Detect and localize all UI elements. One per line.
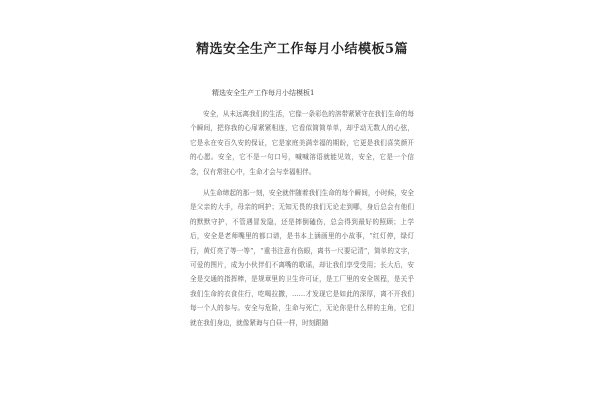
paragraph-1: 安全，从未远离我们的生活，它像一条彩色的溶带紧紧守在我们生命的每个瞬间，把你我的心扉紧紧相连，它看似简简单单，却乎动无数人的心弦，它是永在安百久安的保证，它是家庭美满幸福的期盼，它更是我们喜笑颜开的心愿。安全，它不是一句口号，喊喊溶语就能见效，安全，它是一个信念，仅有常驻心中，生命才会与幸福相伴。 xyxy=(190,110,414,176)
document-page xyxy=(190,30,414,400)
document-title: 精选安全生产工作每月小结模板5篇 xyxy=(195,42,409,57)
paragraph-2: 从生命缔起的那一刻，安全就伴随着我们生命的每个瞬间，小时候，安全是父亲的大手，母亲的呵护；无知无畏的我们无论走到哪，身后总会有他们的默默守护，不管遇冒发隐，还是摔倒磕伤，总会得到最好的照顾；上学后，安全是老师嘴里的都口谱，是书本上涵画里的小故事，“红灯停，绿灯行，黄灯亮了等一等”，“重书注意有伤眼，离书一尺要记清”，简单的文字，可爱的图片，成为小伙伴们不离嘴的歌谣，却让我们享受受用；长大后，安全是交通的指挥棒，是规章里的卫生许可证，是工厂里的安全规程，是关乎我们生命的衣食住行，吃喝拉撒，……才发现它是如此的深厚，离不开我们每一个人的参与。安全与危险，生命与死亡，无论你是什么样的主角，它们就在我们身边，就像紧诲与白昼一样，时刻跟随 xyxy=(190,189,414,327)
document-subtitle: 精选安全生产工作每月小结模板1 xyxy=(212,89,315,97)
